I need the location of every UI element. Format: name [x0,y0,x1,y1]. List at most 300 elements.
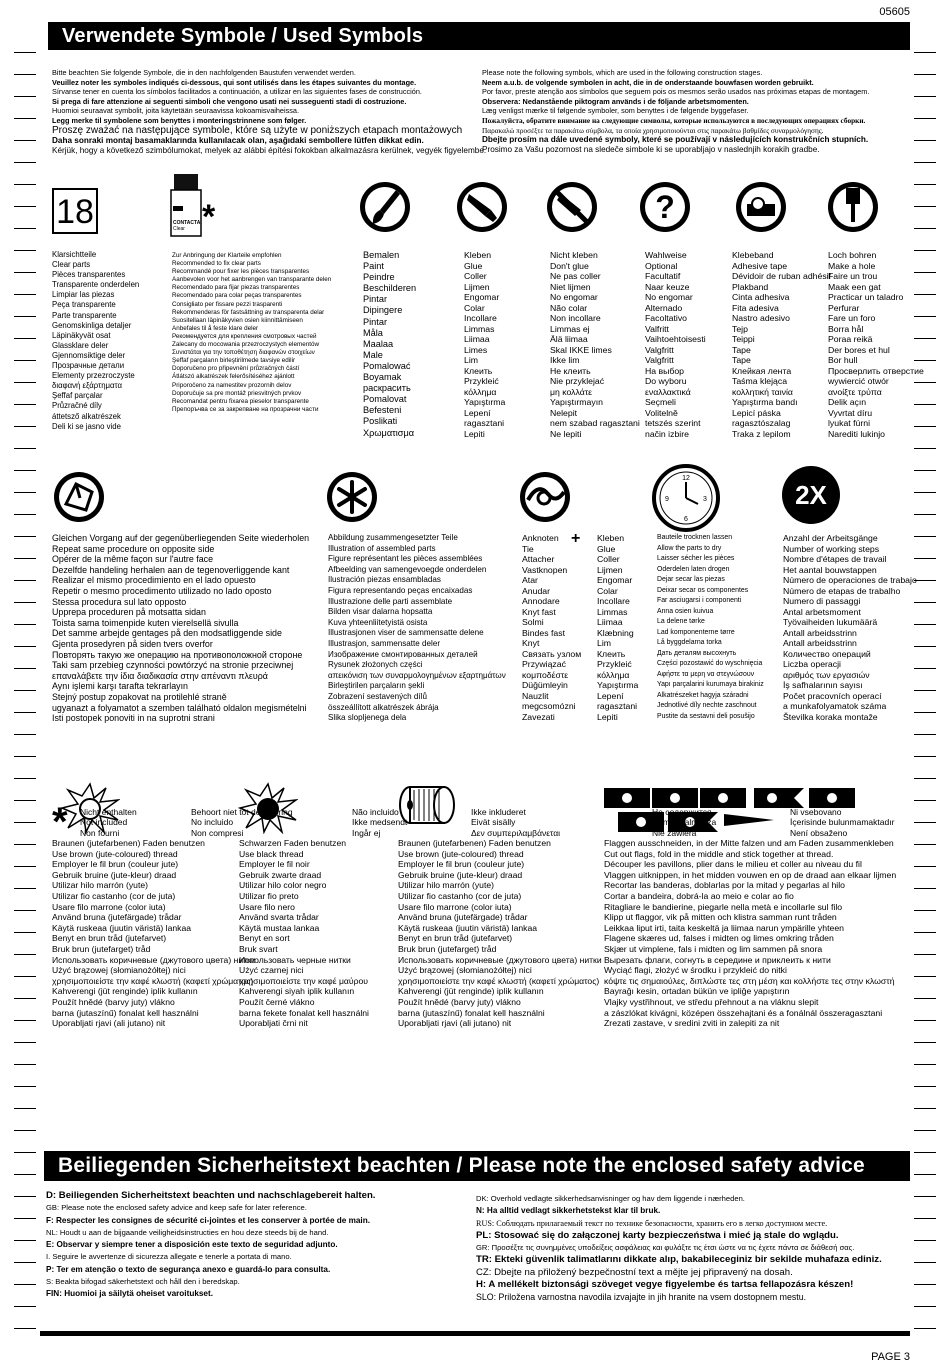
symbol-label: Clear parts [52,260,91,270]
margin-tick [914,668,936,669]
symbol-label: Employer le fil noir [239,859,310,870]
symbol-label: Bruk svart [239,943,278,954]
symbol-label: Gleichen Vorgang auf der gegenüberliegenden Seite wiederholen [52,533,310,543]
symbol-label: način izbire [645,428,689,439]
symbol-label: Przywiązać [522,659,566,669]
svg-text:9: 9 [665,496,669,503]
optional-text [645,250,706,439]
symbol-label: Průzračné díly [52,401,102,411]
symbol-label: Počet pracovních operací [783,690,882,701]
bottom-rule [40,1331,910,1336]
margin-tick [914,228,936,229]
not-included-text [790,807,894,838]
safety-line: GB: Please note the enclosed safety advice and keep safe for later reference. [46,1203,307,1213]
symbol-label: Facultatif [645,271,681,281]
symbol-label: Numero di passaggi [783,596,861,606]
symbol-label: Liimaa [464,334,490,344]
intro-line: Kérjük, hogy a következő szimbólumokat, melyek az alábbi építési fokokban alkalmazásra kerülnek, vegyék figyelembe. [52,145,487,155]
symbol-label: Anbefales til å feste klare deler [172,324,259,332]
symbol-label: Knyt fast [522,606,556,617]
margin-tick [14,844,36,845]
symbol-label: Engomar [464,292,500,302]
symbol-label: Stejný postup zopakovat na protilehlé straně [52,691,227,702]
symbol-label: Doporučuje sa pre montáž priesvitných prvkov [172,389,302,397]
safety-line: N: Ha alltid vedlagt sikkerhetstekst klar til bruk. [476,1206,661,1216]
symbol-label: Faire un trou [828,271,878,281]
margin-tick [914,910,936,911]
symbol-label: Pintar [363,294,388,305]
symbol-label: Cinta adhesiva [732,292,790,302]
symbol-label: Anzahl der Arbeitsgänge [783,533,878,543]
intro-line: Veuillez noter les symboles indiqués ci-dessous, qui sont utilisés dans les étapes suivantes du montage. [52,77,417,87]
margin-tick [14,976,36,977]
symbol-label: Knyt [522,638,540,648]
intro-line: Neem a.u.b. de volgende symbolen in acht, die in de onderstaande bouwfasen worden gebruikt. [482,77,814,87]
margin-tick [914,470,936,471]
symbol-label: Recortar las banderas, doblarlas por la mitad y pegarlas al hilo [604,880,845,891]
not-included-label: Not included [80,817,128,828]
safety-line: CZ: Dbejte na přiložený bezpečnostní text a mějte jej připravený na dosah. [476,1266,793,1278]
symbol-label: Use black thread [239,848,304,859]
margin-tick [914,756,936,757]
symbol-label: Använd bruna (jutefärgade) trådar [52,912,182,923]
symbol-label: No engomar [550,292,598,302]
symbol-label: Colar [464,302,485,313]
symbol-label: Użyć brązowej (słomianożółtej) nici [52,965,186,976]
symbol-label: Cortar a bandeira, dobrá-la ao meio e colar ao fio [604,890,794,901]
symbol-label: Связать узлом [522,648,582,659]
margin-tick [14,910,36,911]
margin-tick [914,162,936,163]
safety-line: FIN: Huomioi ja säilytä oheiset varoitukset. [46,1289,213,1299]
margin-tick [914,1284,936,1285]
margin-tick [914,52,936,53]
symbol-label: Paint [363,261,384,272]
symbol-label: Nombre d'étapes de travail [783,554,887,564]
symbol-label: a zászlókat kivágni, középen összehajtani és a fonálnál összeragasztani [604,1007,883,1018]
margin-tick [14,668,36,669]
symbol-label: Seçmeli [645,397,676,407]
symbol-label: Gebruik zwarte draad [239,869,322,880]
margin-tick [914,712,936,713]
symbol-label: Naar keuze [645,281,690,292]
margin-tick [14,624,36,625]
symbol-label: Glue [597,543,616,554]
symbol-label: На выбор [645,365,685,376]
not-included-label: Behoort niet tot de levering [191,807,293,817]
adhesive-tape-icon [734,180,788,239]
symbol-label: Priporočeno za namestitev prozornih delov [172,381,292,389]
symbol-label: αριθμός των εργασιών [783,669,870,680]
symbol-label: Atar [522,575,538,585]
symbol-label: Использовать коричневые (джутового цвета) нитки [398,954,602,965]
margin-tick [914,184,936,185]
symbol-label: Vastknopen [522,564,568,575]
margin-tick [14,316,36,317]
intro-left [52,68,487,156]
symbol-label: Συνιστάται για την τοποθέτηση διαφανών στοιχείων [172,349,315,357]
symbol-label: μη κολλάτε [550,386,593,397]
not-included-label: No incluido [191,817,234,828]
margin-tick [14,866,36,867]
question-mark-icon [638,180,692,239]
margin-tick [914,1108,936,1109]
margin-tick [14,558,36,559]
symbol-label: No engomar [645,292,693,302]
symbol-label: Vaihtoehtoisesti [645,334,706,344]
symbol-label: Bayrağı kesin, ortadan bükün ve ipliğe yapıştırın [604,986,790,997]
margin-tick [914,1152,936,1153]
safety-line: H: A mellékelt biztonsági szöveget vegye figyelembe és tartsa fellapozásra készen! [476,1279,854,1291]
not-included-star-icon: * [52,800,68,844]
margin-tick [14,1262,36,1263]
symbol-label: Taśma klejąca [732,376,788,386]
not-included-label: Eivät sisälly [471,817,516,828]
symbol-label: Lim [597,638,611,648]
symbol-label: Изображение смонтированных деталей [328,649,478,659]
margin-tick [14,492,36,493]
symbol-label: Rysunek złożonych części [328,660,423,670]
working-steps-text [783,533,917,722]
symbol-label: Use brown (jute-coloured) thread [398,848,524,859]
margin-tick [14,250,36,251]
symbol-label: Het aantal bouwstappen [783,564,877,575]
margin-tick [914,118,936,119]
section-divider [40,1137,910,1140]
intro-line: Prosimo za Vašu pozornost na sledeče simbole ki se uporabljajo v naslednjih korakih gradbe. [482,145,820,155]
not-included-text [652,807,716,838]
brown-thread-text-2 [398,838,602,1029]
clock-dry-icon [650,462,722,539]
symbol-label: Aanbevolen voor het aanbrengen van transparante delen [172,276,332,284]
symbol-label: раскрасить [363,383,411,394]
not-included-label: Ingår ej [352,827,381,838]
margin-tick [14,800,36,801]
symbol-label: Recomendado para fijar piezas transparentes [172,284,300,292]
symbol-label: Maalaa [363,338,394,349]
symbol-label: διαφανή εξάρτηματα [52,381,123,391]
not-included-label: Δεν συμπεριλαμβάνεται [471,827,561,838]
safety-line: GR: Προσέξτε τις συνημμένες υποδείξεις ασφάλειας και φυλάξτε τις έτσι ώστε να τις έχετε πάντα σε διάθεσή σας. [476,1243,855,1253]
symbol-label: Bemalen [363,250,400,260]
margin-tick [14,1306,36,1307]
margin-tick [14,162,36,163]
not-included-text [352,807,407,838]
symbol-label: Części pozostawić do wyschnięcia [657,660,763,667]
symbol-label: Ritagliare le bandierine, piegarle nella metà e incollarle sul filo [604,901,843,912]
symbol-label: Przykleić [464,376,499,386]
symbol-label: Solmi [522,617,544,627]
margin-tick [14,932,36,933]
symbol-label: Zobrazení sestavených dílů [328,691,427,701]
symbol-label: Klarsichtteile [52,250,97,259]
symbol-label: Zavezati [522,711,555,722]
symbol-label: Narediti lukinjo [828,428,885,439]
margin-tick [14,998,36,999]
symbol-label: ugyanazt a folyamatot a szemben található oldalon megismételni [52,702,307,713]
symbol-label: Lepicí páska [732,407,781,418]
symbols-title-bar [48,22,910,50]
intro-line: Bitte beachten Sie folgende Symbole, die in den nachfolgenden Baustufen verwendet werden. [52,68,356,77]
margin-tick [14,140,36,141]
symbol-label: Átlátszó alkatrészek felerősítéséhez ajánlott [172,373,295,381]
symbol-label: Annodare [522,596,560,606]
symbol-label: Vlajky vystřihnout, ve středu přehnout a na vláknu slepit [604,996,819,1007]
symbol-label: barna (jutaszínű) fonalat kell használni [398,1007,545,1018]
safety-line: I. Seguire le avvertenze di sicurezza allegate e tenerle a portata di mano. [46,1252,292,1262]
symbol-label: Lim [464,355,478,365]
intro-line: Daha sonraki montaj basamaklarında kullanılacak olan, aşağıdaki sembollere lütfen dikkat edin. [52,135,424,145]
symbol-label: Antall arbeidsstrinn [783,638,857,648]
symbol-label: Anknoten [522,533,559,543]
symbol-label: Befesteni [363,405,402,416]
symbol-label: Jednotlivé díly nechte zaschnout [657,702,757,709]
symbol-label: Attacher [522,554,555,564]
symbol-label: Glue [464,260,483,271]
symbol-label: Pomalovat [363,394,407,405]
symbol-label: ragasztani [464,418,505,428]
margin-tick [914,96,936,97]
margin-tick [14,1218,36,1219]
margin-tick [14,1174,36,1175]
safety-line: DK: Overhold vedlagte sikkerhedsanvisninger og hav dem liggende i nærheden. [476,1194,745,1203]
symbol-label: Nelepit [550,407,578,418]
margin-tick [14,118,36,119]
symbol-label: Illustrasjon, sammensatte deler [328,638,441,648]
margin-tick [14,778,36,779]
symbol-label: Benyt en brun tråd (jutefarvet) [398,933,513,944]
svg-text:6: 6 [684,516,688,523]
symbol-label: Kleben [597,533,625,543]
symbol-label: Kuva yhteenliitetyistä osista [328,617,428,627]
symbol-label: Käytä mustaa lankaa [239,922,320,933]
symbol-label: Repeat same procedure on opposite side [52,543,215,554]
symbol-label: Använd svarta trådar [239,912,319,923]
symbol-label: összeállított alkatrészek ábrája [328,702,439,712]
symbol-label: Limmas [597,606,628,617]
symbol-label: Fare un foro [828,313,876,323]
flags-text [604,838,896,1029]
symbol-label: χρησιμοποιείστε την καφέ κλωστή (καφετί χρώματος) [52,975,254,986]
margin-tick [914,558,936,559]
margin-tick [14,1152,36,1153]
symbol-label: Skal IKKE limes [550,344,612,355]
symbol-label: Deixar secar os componentes [657,586,749,594]
symbol-label: Lepení [597,690,624,701]
symbol-label: Flagene skæres ud, falses i midten og limes omkring tråden [604,933,834,944]
symbol-label: χρησιμοποιείστε την καφέ μαύρου [239,975,368,986]
symbol-label: Toista sama toimenpide kuten vierelsellä sivulla [52,617,239,628]
symbol-label: Transparente onderdelen [52,280,140,290]
symbol-label: Recommandé pour fixer les pièces transparentes [172,268,310,276]
symbol-label: Şeffaf parçalar [52,391,103,401]
symbol-label: Antall arbeidsstrinn [783,627,857,638]
not-included-label: Ni vsebovano [790,807,842,817]
symbol-label: Uporabljati črni nit [239,1018,308,1029]
margin-tick [914,602,936,603]
margin-tick [914,734,936,735]
symbol-label: Perfurar [828,302,860,313]
symbol-label: Gjennomsiktige deler [52,350,126,360]
step-number-icon: 18 [52,188,98,234]
symbol-label: Adhesive tape [732,260,788,271]
symbol-label: Gebruik bruine (jute-kleur) draad [52,869,177,880]
symbol-label: εναλλακτικά [645,386,691,397]
symbol-label: Braunen (jutefarbenen) Faden benutzen [398,838,551,848]
symbol-label: Suositellaan läpinäkyvien osien kiinnittämiseen [172,316,303,324]
section-divider [40,770,910,773]
symbol-label: Utilizar hilo marrón (yute) [52,880,148,891]
symbol-label: Employer le fil brun (couleur jute) [52,859,179,870]
symbol-label: Количество операций [783,648,871,659]
intro-line: Proszę zważać na następujące symbole, które są użyte w poniższych etapach montażowych [52,124,463,136]
margin-tick [914,822,936,823]
symbol-label: Abbildung zusammengesetzter Teile [328,533,458,542]
repeat-opposite-icon [52,470,106,529]
symbol-label: Make a hole [828,260,876,271]
symbol-label: Älä liimaa [550,334,588,344]
symbol-label: Yapıştırma [464,397,506,407]
symbol-label: Employer le fil brun (couleur jute) [398,859,525,870]
symbol-label: κόλλημα [464,386,497,397]
symbol-label: Yapıştırma [597,680,639,690]
symbol-label: Consigliato per fissare pezzi trasparenti [172,300,283,308]
margin-tick [914,1064,936,1065]
symbol-label: megcsomózni [522,701,576,711]
symbol-label: nem szabad ragasztani [550,418,640,428]
symbol-label: Beschilderen [363,283,417,294]
symbol-label: Birleştirilen parçaların şekli [328,681,425,691]
svg-text:3: 3 [703,496,707,503]
symbol-label: Повторять такую же операцию на противоположной стороне [52,649,303,660]
intro-line: Huomioi seuraavat symbolit, joita käytetään seuraavissa kokoamisvaiheissa. [52,106,299,116]
margin-tick [914,932,936,933]
symbol-label: Niet lijmen [550,281,591,292]
intro-line: Si prega di fare attenzione ai seguenti simboli che vengono usati nei susseguenti stadi di costruzione. [52,96,407,106]
safety-line: PL: Stosować się do załączonej karty bezpieczeństwa i mieć ją stale do wglądu. [476,1229,839,1241]
symbol-label: Kahverengi siyah iplik kullanın [239,986,355,997]
not-included-text [191,807,293,838]
right-margin-ticks [914,0,936,1369]
symbol-label: Gjenta prosedyren på siden tvers overfor [52,638,213,649]
symbol-label: Valgfritt [645,355,674,365]
symbol-label: Dipingere [363,305,403,316]
margin-tick [14,712,36,713]
symbol-label: Peindre [363,272,395,283]
symbol-label: Lepení [464,407,491,418]
symbol-label: Utilizar hilo marrón (yute) [398,880,494,891]
assembly-asterisk-icon [325,470,379,529]
margin-tick [14,338,36,339]
margin-tick [914,1174,936,1175]
symbol-label: Tape [732,355,751,365]
margin-tick [914,514,936,515]
not-included-label: Não incluido [352,807,399,817]
svg-text:12: 12 [682,475,690,482]
symbol-label: Usare filo nero [239,901,295,912]
symbol-label: Pintar [363,316,388,327]
symbol-label: Käytä ruskeaa (juutin väristä) lankaa [398,922,538,933]
symbol-label: Deli ki se jasno vide [52,421,121,431]
safety-line: P: Ter em atenção o texto de segurança anexo e guardá-lo para consulta. [46,1264,331,1274]
symbol-label: Ne lepiti [550,428,582,439]
symbol-label: κολλητική ταινία [732,386,793,397]
margin-tick [14,1196,36,1197]
intro-line: Læg venligst mærke til følgende symboler, som benyttes i de følgende byggefaser. [482,106,749,116]
safety-line: TR: Ekteki güvenlik talimatlarını dikkate alıp, bakabileceginiz bir sekilde muhafaza ediniz. [476,1254,882,1266]
symbol-label: Zrezati zastave, v sredini zviti in zalepiti za nit [604,1018,780,1029]
symbol-label: Parte transparente [52,310,117,320]
symbol-label: Teippi [732,334,755,344]
symbol-label: Flaggen ausschneiden, in der Mitte falzen und am Faden zusammenkleben [604,838,894,848]
margin-tick [14,756,36,757]
margin-tick [914,646,936,647]
symbol-label: Lijmen [464,281,490,292]
symbol-label: Engomar [597,575,633,585]
intro-line: Please note the following symbols, which are used in the following construction stages. [482,68,763,77]
not-included-label: Non compresi [191,827,244,838]
intro-line: Legg merke til symbolene som benyttes i monteringstrinnene som følger. [52,115,307,125]
paintbrush-icon [358,180,412,239]
symbol-label: Рекомендуется для крепления смотровых частей [172,332,317,340]
symbol-label: Número de etapas de trabalho [783,585,901,596]
margin-tick [14,1064,36,1065]
margin-tick [914,1328,936,1329]
symbol-label: Illustrazione delle parti assemblate [328,596,453,606]
symbol-label: barna fekete fonalat kell használni [239,1007,369,1018]
symbol-label: Tie [522,543,534,554]
repeat-count-icon: 2X [782,466,840,524]
symbol-label: Non incollare [550,313,601,323]
clear-parts-text [52,250,139,432]
symbol-label: Incollare [597,596,630,606]
symbol-label: Usare filo marrone (color iuta) [52,901,166,912]
symbol-label: Optional [645,260,678,271]
symbol-label: Dejar secar las piezas [657,576,725,583]
margin-tick [14,1086,36,1087]
symbol-label: Дать деталям высохнуть [657,649,737,657]
symbol-label: Do wyboru [645,376,687,386]
margin-tick [14,1240,36,1241]
symbol-label: Aynı işlemi karşı tarafta tekrarlayın [52,681,188,692]
symbol-label: Limmas ej [550,323,590,334]
intro-line: Por favor, preste atenção aos símbolos que seguem pois os mesmos serão usados nas próximas etapas de montagem. [482,87,870,97]
not-included-label: Nicht enthalten [80,807,137,817]
symbol-label: Lå byggdelarna torka [657,639,722,646]
symbol-label: Клеить [464,365,493,376]
symbol-label: Utilizar fio castanho (cor de juta) [398,890,522,901]
symbol-label: Stessa procedura sul lato opposto [52,596,187,607]
symbol-label: Glassklare deler [52,340,109,350]
symbol-label: áttetsző alkatrészek [52,411,121,421]
symbol-label: Fita adesiva [732,302,779,313]
symbol-label: Nicht kleben [550,250,598,260]
symbol-label: Use brown (jute-coloured) thread [52,848,178,859]
symbol-label: Klebeband [732,250,774,260]
margin-tick [14,426,36,427]
intro-right [482,68,902,156]
symbol-label: Utilizar fio preto [239,890,299,901]
not-included-text [471,807,560,838]
margin-tick [914,74,936,75]
no-glue-icon [545,180,599,239]
symbol-label: Slika slopljenega dela [328,713,407,723]
symbol-label: Użyć czarnej nici [239,965,304,976]
symbol-label: Просверлить отверстие [828,365,924,376]
symbol-label: Pièces transparentes [52,270,126,280]
symbol-label: Kleben [464,250,492,260]
symbol-label: Använd bruna (jutefärgade) trådar [398,912,528,923]
